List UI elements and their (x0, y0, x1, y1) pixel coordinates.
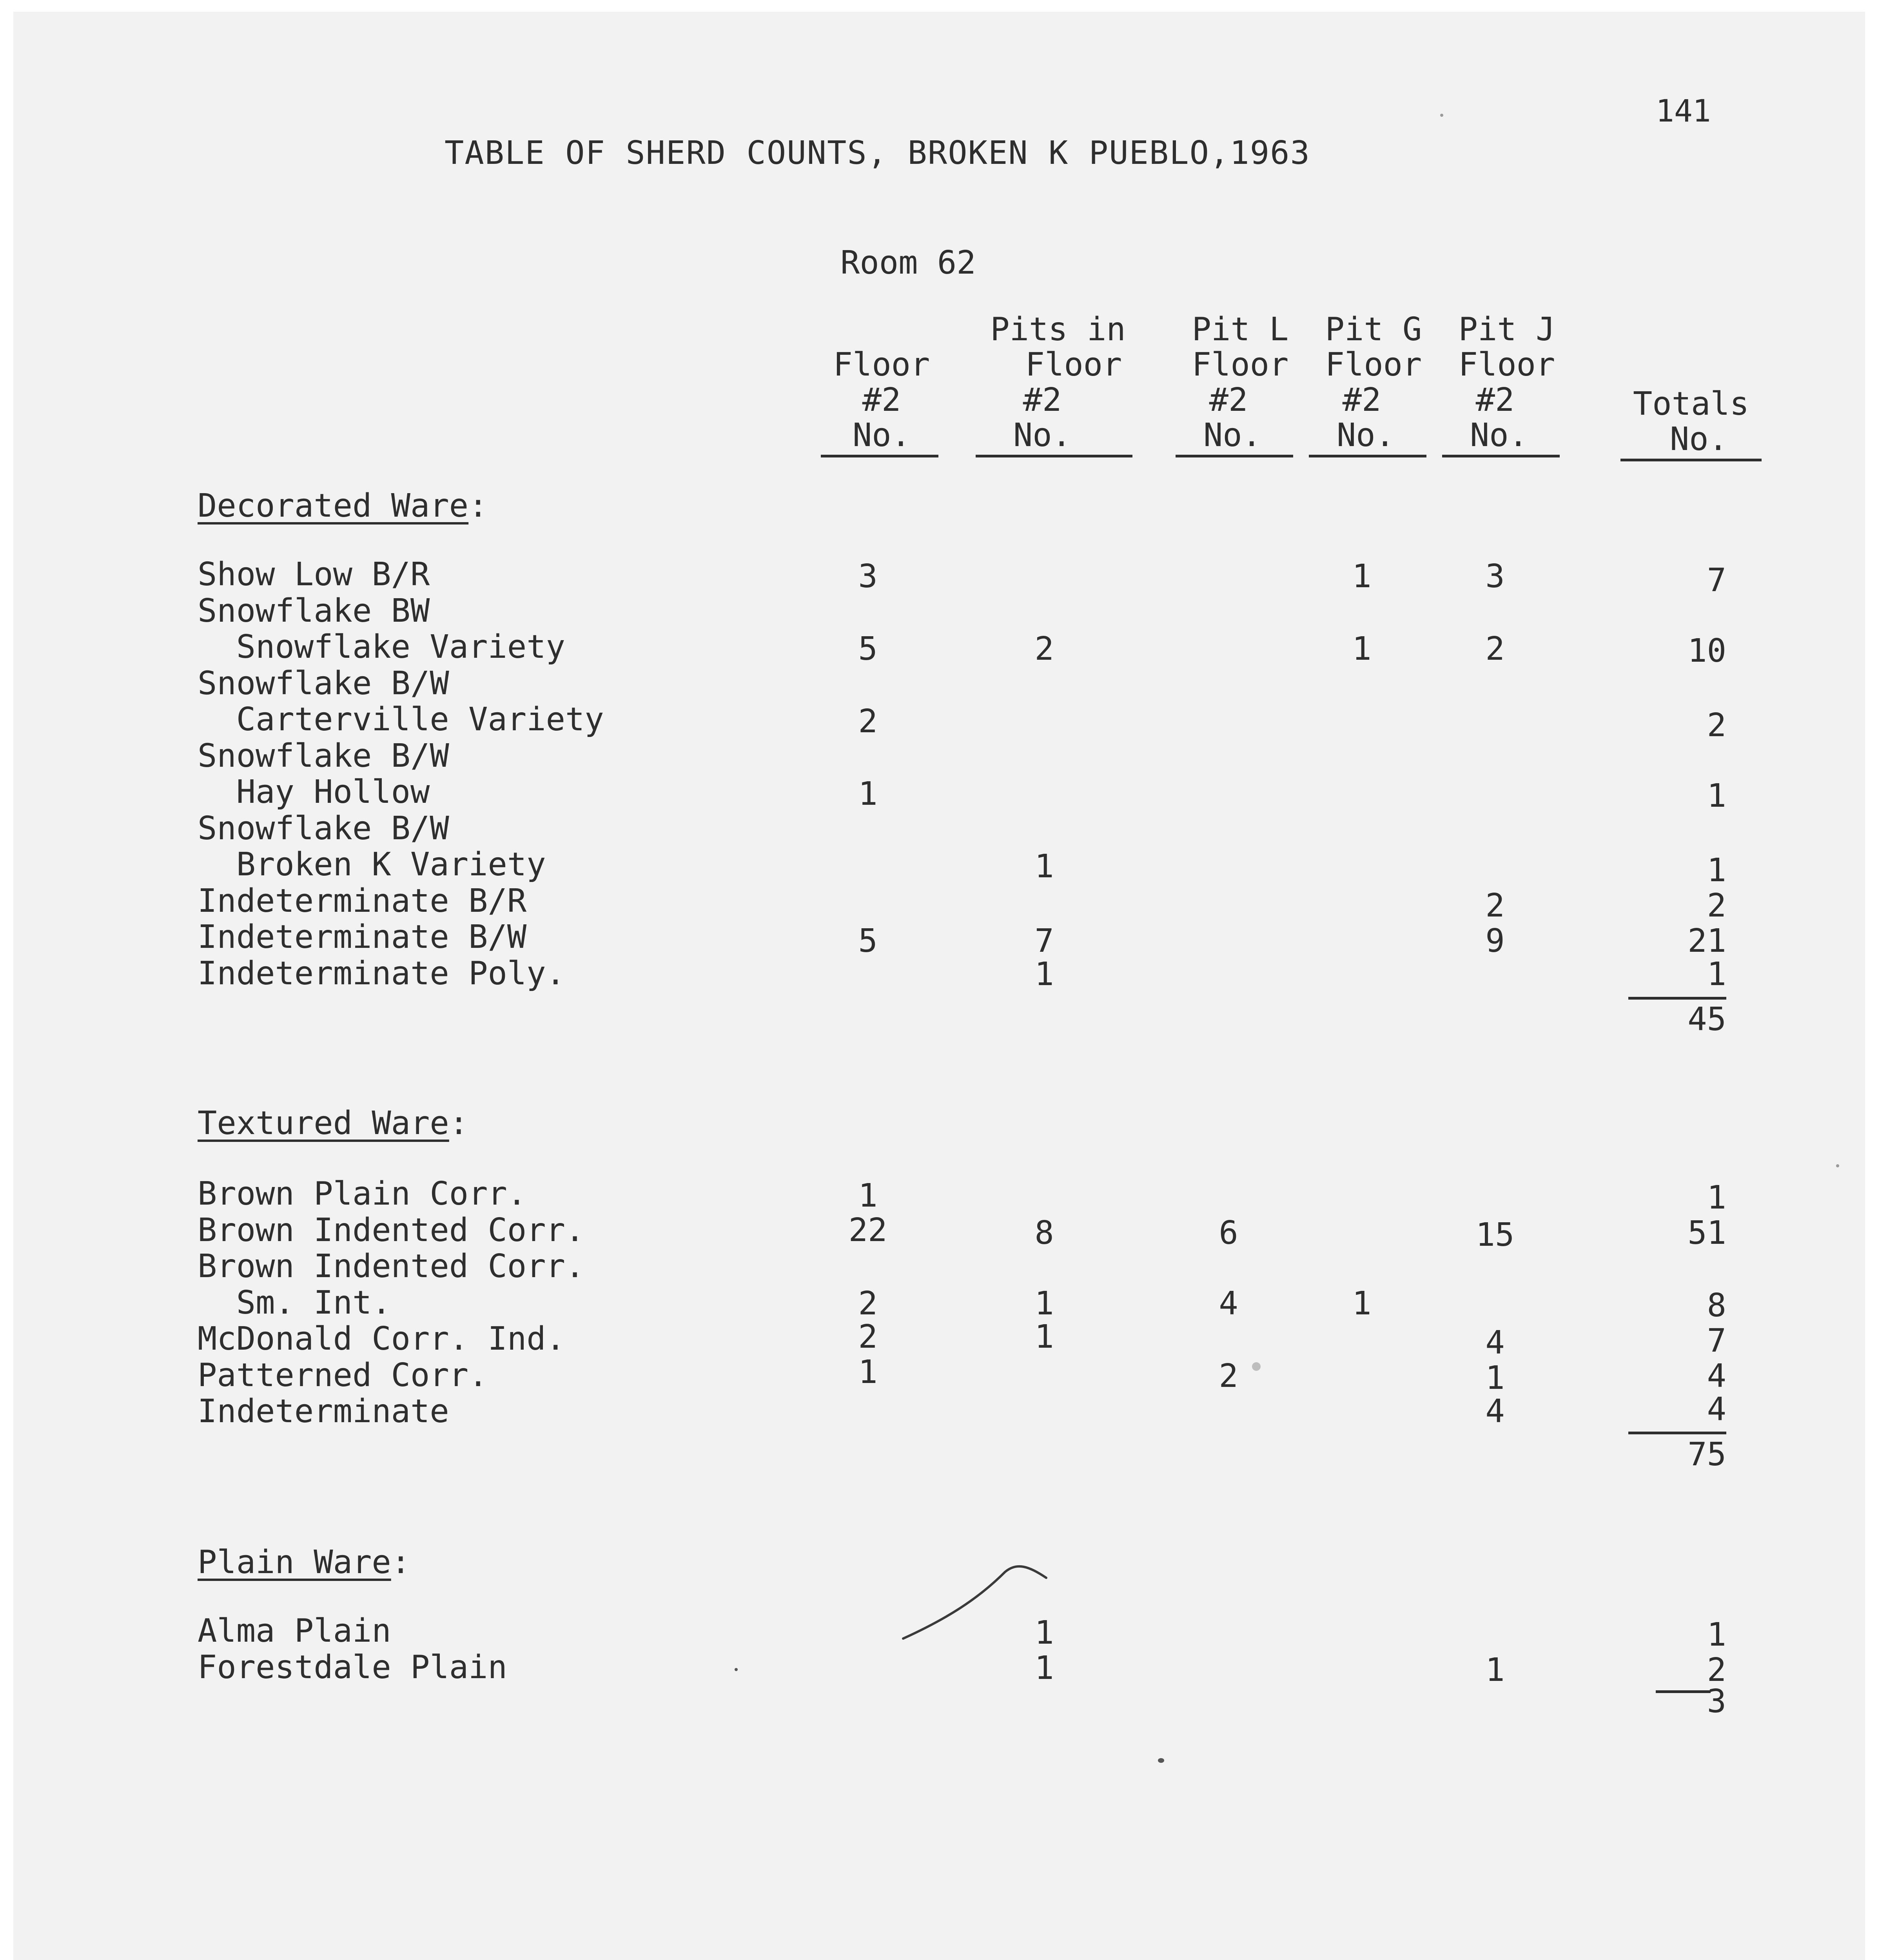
ware-label: Sm. Int. (198, 1284, 391, 1321)
ware-label: Carterville Variety (198, 701, 604, 738)
cell-pits-in-floor: 1 (1034, 956, 1054, 993)
cell-total: 4 (1707, 1391, 1726, 1428)
ware-label: Snowflake Variety (198, 628, 565, 666)
cell-pit-g: 1 (1352, 1285, 1372, 1322)
cell-floor: 2 (858, 1318, 878, 1356)
scan-speck (735, 1668, 738, 1671)
cell-total: 2 (1707, 887, 1726, 924)
cell-pits-in-floor: 1 (1034, 1614, 1054, 1651)
cell-floor: 2 (858, 703, 878, 740)
subtotal: 3 (1707, 1683, 1726, 1720)
cell-total: 1 (1707, 956, 1726, 993)
cell-floor: 1 (858, 1177, 878, 1214)
cell-pits-in-floor: 8 (1034, 1214, 1054, 1252)
cell-pit-g: 1 (1352, 630, 1372, 668)
cell-total: 4 (1707, 1357, 1726, 1395)
cell-total: 51 (1687, 1214, 1726, 1252)
cell-pits-in-floor: 2 (1034, 630, 1054, 668)
cell-pit-j: 15 (1475, 1216, 1515, 1254)
subtotal-rule (1628, 1432, 1726, 1434)
ware-label: Patterned Corr. (198, 1357, 488, 1394)
cell-floor: 5 (858, 922, 878, 960)
ware-label: Indeterminate Poly. (198, 955, 565, 992)
cell-pit-g: 1 (1352, 558, 1372, 595)
cell-floor: 1 (858, 1354, 878, 1391)
cell-pit-j: 2 (1485, 630, 1505, 668)
cell-pit-l: 6 (1219, 1214, 1238, 1252)
ware-label: Forestdale Plain (198, 1649, 507, 1686)
ware-label: Hay Hollow (198, 773, 430, 811)
section-heading: Plain Ware: (198, 1544, 411, 1581)
ware-label: Brown Indented Corr. (198, 1248, 585, 1285)
ware-label: Indeterminate B/R (198, 882, 527, 920)
cell-total: 8 (1707, 1287, 1726, 1324)
ware-label: Broken K Variety (198, 846, 546, 883)
ware-label: Show Low B/R (198, 556, 430, 593)
cell-floor: 1 (858, 775, 878, 813)
cell-total: 1 (1707, 1616, 1726, 1653)
page-number: 141 (1656, 94, 1711, 129)
section-heading: Decorated Ware: (198, 487, 488, 524)
cell-total: 1 (1707, 1179, 1726, 1216)
ware-label: Brown Plain Corr. (198, 1175, 527, 1212)
cell-floor: 22 (848, 1212, 887, 1249)
subtotal: 45 (1687, 1001, 1726, 1038)
cell-pits-in-floor: 1 (1034, 848, 1054, 885)
ware-label: Snowflake B/W (198, 810, 449, 847)
cell-pit-j: 9 (1485, 922, 1505, 960)
cell-pits-in-floor: 1 (1034, 1285, 1054, 1322)
cell-floor: 5 (858, 630, 878, 668)
cell-total: 7 (1707, 562, 1726, 599)
cell-total: 21 (1687, 922, 1726, 960)
scan-speck (1836, 1164, 1839, 1167)
ware-label: Snowflake B/W (198, 737, 449, 775)
cell-pits-in-floor: 7 (1034, 922, 1054, 960)
page-title: TABLE OF SHERD COUNTS, BROKEN K PUEBLO,1963 (445, 134, 1310, 172)
cell-total: 1 (1707, 852, 1726, 889)
cell-total: 2 (1707, 1651, 1726, 1689)
cell-total: 2 (1707, 707, 1726, 744)
ware-label: Alma Plain (198, 1612, 391, 1650)
ware-label: Brown Indented Corr. (198, 1212, 585, 1249)
ware-label: Indeterminate B/W (198, 918, 527, 956)
section-heading: Textured Ware: (198, 1105, 469, 1142)
room-label: Room 62 (840, 244, 976, 281)
ware-label: Indeterminate (198, 1393, 449, 1430)
cell-floor: 3 (858, 558, 878, 595)
cell-pit-j: 3 (1485, 558, 1505, 595)
ware-label: McDonald Corr. Ind. (198, 1320, 565, 1357)
cell-pit-l: 2 (1219, 1357, 1238, 1395)
subtotal: 75 (1687, 1436, 1726, 1473)
pencil-check-mark (899, 1564, 1064, 1642)
ware-label: Snowflake BW (198, 592, 430, 630)
subtotal-rule (1628, 997, 1726, 1000)
cell-pit-j: 1 (1485, 1359, 1505, 1397)
cell-pits-in-floor: 1 (1034, 1650, 1054, 1687)
cell-pit-j: 2 (1485, 887, 1505, 924)
cell-total: 7 (1707, 1322, 1726, 1359)
scan-speck (1252, 1362, 1261, 1371)
cell-pit-j: 4 (1485, 1393, 1505, 1430)
cell-total: 1 (1707, 777, 1726, 815)
cell-pit-j: 1 (1485, 1651, 1505, 1689)
scan-speck (1440, 114, 1443, 117)
ware-label: Snowflake B/W (198, 665, 449, 702)
cell-pit-j: 4 (1485, 1324, 1505, 1361)
cell-total: 10 (1687, 632, 1726, 670)
cell-pit-l: 4 (1219, 1285, 1238, 1322)
scan-speck (1158, 1758, 1164, 1763)
cell-pits-in-floor: 1 (1034, 1318, 1054, 1356)
cell-floor: 2 (858, 1285, 878, 1322)
document-page: 141 TABLE OF SHERD COUNTS, BROKEN K PUEBLO,1963 Room 62 Floor #2 No. Pits in Floor #2 No. Pit L Floor #2 No. Pit G Floor #2 No. Pit J Floor #2 No. Totals No. Decorated Ware: Show Low B/R Snowflake BW Snowflake Variety Snowflake B/W Carterville Variety Snowflake B/W Hay Hollow Snowflake B/W Broken K Variety Indeterminate B/R Indeterminate B/W Indeterminate Poly. 3 1 3 7 5 2 1 2 10 2 2 1 1 1 1 2 2 5 7 9 21 1 1 45 Textured Ware: Brown Plain Corr. Brown Indented Corr. Brown Indented Corr. Sm. Int. McDonald Corr. Ind. Patterned Corr. Indeterminate 1 1 22 8 6 15 51 2 1 4 1 8 2 1 4 7 1 2 1 4 4 4 75 Plain Ware: Alma Plain Forestdale Plain 1 1 1 1 2 3 (13, 12, 1865, 1960)
